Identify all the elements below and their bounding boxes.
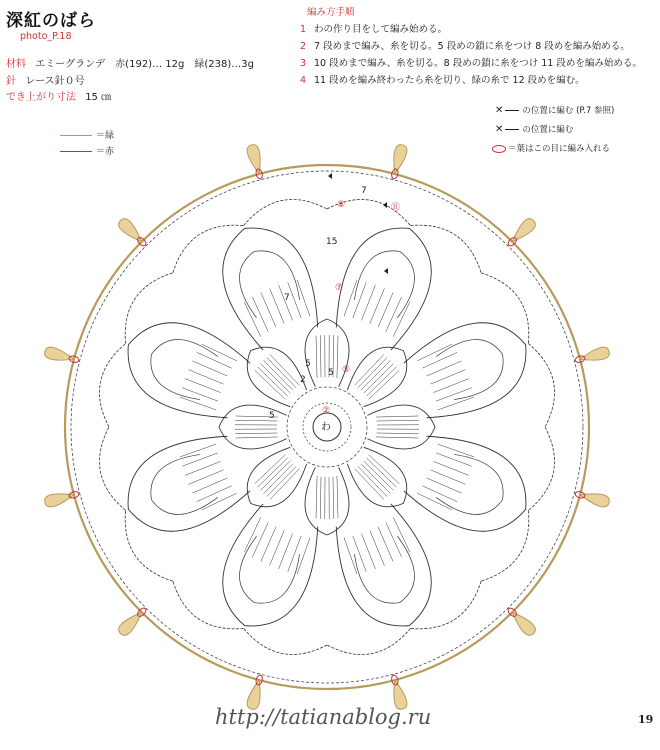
row-label: 7 — [284, 293, 290, 303]
stitch-line — [182, 388, 218, 401]
step-text: 11 段めを編み終わったら糸を切り、緑の糸で 12 段めを編む。 — [314, 75, 585, 86]
chain-arch — [244, 200, 327, 226]
stitch-line — [353, 282, 366, 318]
chain-arch — [100, 344, 126, 427]
stitch-line — [417, 344, 452, 361]
stitch-line — [255, 370, 286, 399]
stitch-line — [202, 493, 237, 510]
stitch-line — [267, 357, 296, 387]
stitch-line — [377, 420, 419, 421]
symbol-legend-text: ＝葉はこの目に編み入れる — [508, 144, 611, 154]
stitch-line — [366, 367, 396, 396]
stitch-line — [320, 335, 321, 377]
stitch-line — [264, 464, 294, 494]
stitch-line — [197, 352, 232, 368]
outer-petal-inner — [240, 536, 300, 603]
chain-arch — [528, 427, 554, 510]
outer-petal — [404, 323, 526, 418]
stitch-line — [361, 360, 391, 390]
inner-petal — [247, 447, 306, 506]
stitch-line — [376, 437, 418, 438]
stitch-line — [393, 517, 410, 552]
stitch-line — [337, 476, 338, 518]
stitch-line — [288, 536, 301, 572]
chain-arch — [481, 510, 529, 581]
stitch-line — [255, 455, 286, 484]
inner-petal — [219, 405, 287, 449]
photo-reference: photo_P.18 — [20, 31, 72, 42]
stitch-line — [270, 355, 299, 386]
outer-petal — [128, 323, 250, 418]
chain-arch — [481, 273, 529, 344]
inner-petal — [247, 347, 306, 406]
chain-arch — [327, 628, 410, 654]
stitch-line — [378, 527, 393, 562]
materials-label: 材料 — [6, 59, 26, 70]
stitch-line — [361, 464, 391, 494]
stitch-line — [386, 522, 402, 557]
center-ring-label: わ — [321, 422, 331, 433]
stitch-line — [355, 355, 384, 386]
stitch-line — [427, 361, 462, 376]
page-number: 19 — [638, 713, 654, 726]
needle-value: レース針０号 — [25, 76, 85, 87]
chain-arch — [125, 273, 173, 344]
chain-arch — [100, 427, 126, 510]
outer-petal-inner — [436, 454, 503, 514]
stitch-line — [192, 478, 227, 493]
stitch-line — [436, 388, 472, 401]
row-label: 5 — [305, 359, 311, 369]
thread-start-icon — [384, 268, 388, 274]
stitch-line — [436, 453, 472, 466]
stitch-line — [427, 478, 462, 493]
stitch-line — [252, 522, 268, 557]
stitch-line — [364, 461, 394, 491]
row-label-circled: ⑪ — [391, 203, 401, 213]
stitch-line — [378, 292, 393, 327]
chain-arch — [244, 628, 327, 654]
row-label: 5 — [269, 411, 275, 421]
cross-stitch-icon: ✕ — [495, 105, 504, 116]
outer-petal-inner — [354, 251, 414, 318]
symbol-legend-text: の位置に編む (P.7 参照) — [522, 106, 615, 116]
stitch-line — [236, 437, 278, 438]
inner-petal — [347, 447, 406, 506]
needle-label: 針 — [6, 76, 16, 87]
stitch-line — [197, 486, 232, 502]
outer-petal — [128, 436, 250, 531]
outer-petal — [336, 228, 431, 350]
outer-petal — [223, 504, 318, 626]
stitch-line — [393, 302, 410, 337]
inner-petal — [305, 467, 349, 535]
step-text: わの作り目をして編み始める。 — [314, 24, 448, 35]
stitch-line — [267, 466, 296, 496]
row-label: 2 — [300, 375, 306, 385]
red-legend-label: ＝赤 — [96, 147, 115, 157]
chain-arch — [125, 510, 173, 581]
stitch-line — [202, 344, 237, 361]
outer-petal — [336, 504, 431, 626]
stitch-line — [261, 527, 276, 562]
inner-petal — [347, 347, 406, 406]
stitch-line — [260, 461, 290, 491]
stitch-line — [417, 493, 452, 510]
step-number: 3 — [300, 58, 307, 69]
chain-arch — [528, 344, 554, 427]
stitch-line — [316, 336, 317, 378]
stitch-line — [288, 282, 301, 318]
chain-arch — [410, 581, 481, 629]
row-label-circled: ⑦ — [335, 283, 344, 293]
stitch-line — [235, 433, 277, 434]
stitch-line — [264, 360, 294, 390]
row-label-circled: ② — [322, 406, 331, 416]
row-label-circled: ⑤ — [342, 365, 351, 375]
green-legend-label: ＝緑 — [96, 131, 115, 141]
page-title: 深紅のばら — [6, 11, 96, 31]
outer-petal-inner — [151, 340, 218, 400]
size-label: でき上がり寸法 — [6, 92, 76, 103]
chain-arch — [410, 225, 481, 273]
stitch-line — [358, 357, 387, 387]
chain-arch — [173, 581, 244, 629]
stitch-line — [364, 364, 394, 394]
outer-petal — [404, 436, 526, 531]
stitch-line — [192, 361, 227, 376]
stitch-line — [244, 517, 261, 552]
stitch-line — [252, 297, 268, 332]
instructions-heading: 編み方手順 — [307, 7, 355, 18]
row-label: 5 — [328, 368, 334, 378]
stitch-line — [257, 458, 287, 487]
stitch-line — [244, 302, 261, 337]
outer-petal — [223, 228, 318, 350]
stitch-line — [422, 352, 457, 368]
stitch-line — [257, 367, 287, 396]
stitch-line — [320, 477, 321, 519]
stitch-line — [260, 364, 290, 394]
symbol-legend-text: の位置に編む — [522, 125, 574, 135]
outer-petal-inner — [240, 251, 300, 318]
stitch-line — [333, 477, 334, 519]
stitch-line — [369, 370, 400, 399]
stitch-line — [337, 336, 338, 378]
size-value: 15 ㎝ — [85, 92, 112, 103]
stitch-line — [353, 536, 366, 572]
stitch-line — [422, 486, 457, 502]
thread-start-icon — [328, 173, 332, 179]
outer-petal-inner — [151, 454, 218, 514]
inner-petal — [367, 405, 435, 449]
row-label: 7 — [361, 186, 367, 196]
step-number: 4 — [300, 75, 307, 86]
cross-stitch-icon: ✕ — [495, 124, 504, 135]
step-text: 10 段めまで編み、糸を切る。8 段めの鎖に糸をつけ 11 段めを編み始める。 — [314, 58, 642, 69]
stitch-line — [376, 416, 418, 417]
outer-petal-inner — [354, 536, 414, 603]
step-number: 2 — [300, 41, 307, 52]
inner-petal — [305, 319, 349, 387]
watermark-url: http://tatianablog.ru — [215, 705, 432, 729]
stitch-line — [182, 453, 218, 466]
stitch-line — [316, 476, 317, 518]
stitch-line — [369, 455, 400, 484]
stitch-line — [377, 433, 419, 434]
stitch-line — [261, 292, 276, 327]
thread-start-icon — [383, 202, 387, 208]
stitch-line — [386, 297, 402, 332]
step-number: 1 — [300, 24, 307, 35]
stitch-line — [358, 466, 387, 496]
outer-petal-inner — [436, 340, 503, 400]
materials-value: エミーグランデ 赤(192)… 12g 緑(238)…3g — [35, 59, 254, 70]
row-label-circled: ⑧ — [337, 200, 346, 210]
row-label: 15 — [326, 237, 338, 247]
stitch-line — [270, 469, 299, 500]
stitch-line — [366, 458, 396, 487]
stitch-line — [355, 469, 384, 500]
step-text: 7 段めまで編み、糸を切る。5 段めの鎖に糸をつけ 8 段めを編み始める。 — [314, 41, 630, 52]
chain-arch — [173, 225, 244, 273]
